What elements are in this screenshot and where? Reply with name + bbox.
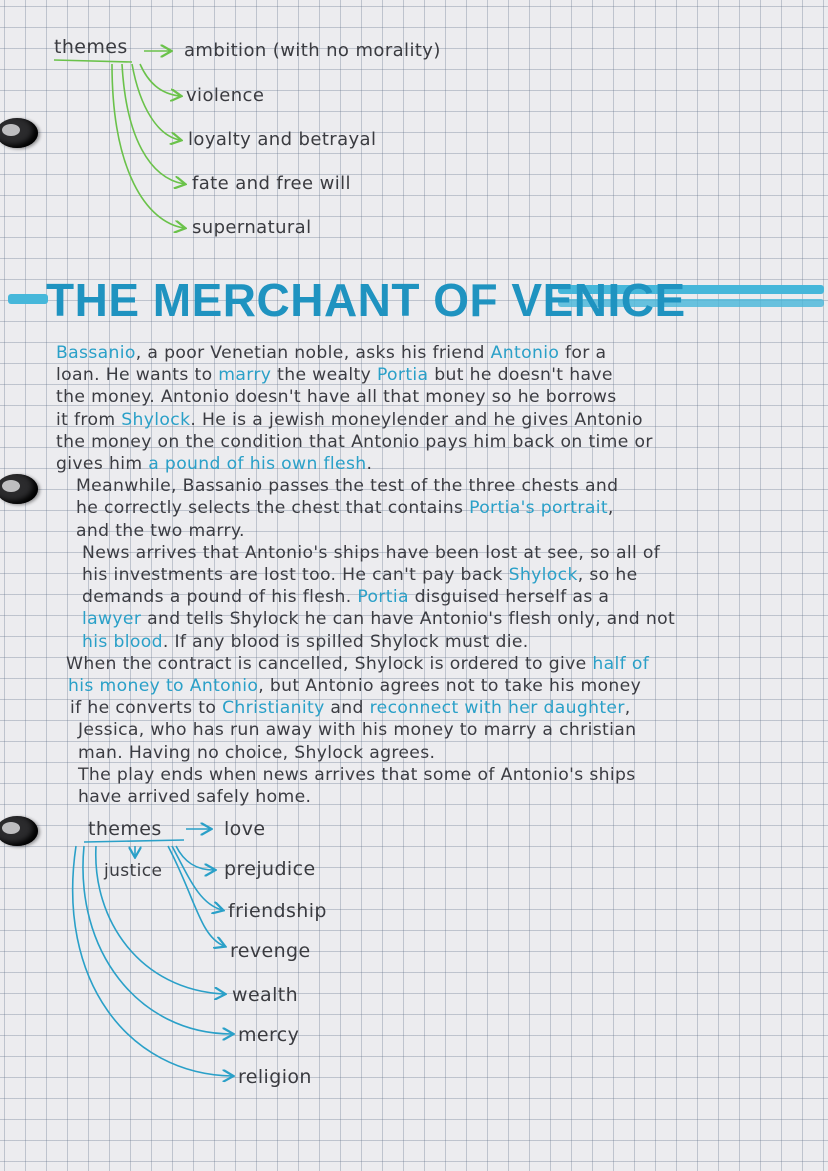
highlighted-term: marry <box>218 365 272 386</box>
summary-line <box>56 586 826 608</box>
plot-summary <box>56 342 826 808</box>
highlighted-term: reconnect with her daughter <box>369 698 625 719</box>
highlighted-term: his money to Antonio <box>68 676 259 697</box>
highlighted-term: Bassanio <box>56 343 136 363</box>
arrow <box>132 64 180 140</box>
summary-line <box>56 675 826 697</box>
highlighted-term: a pound of his own flesh <box>148 454 367 475</box>
summary-line <box>56 386 826 408</box>
summary-line <box>56 342 826 364</box>
summary-text: for a <box>559 343 607 363</box>
summary-text: , so he <box>577 565 638 586</box>
summary-line <box>56 475 826 497</box>
summary-text: if he converts to <box>70 698 223 719</box>
summary-text: he correctly selects the chest that contains <box>76 498 470 519</box>
summary-line <box>56 608 826 630</box>
summary-line <box>56 742 826 764</box>
summary-text: it from <box>56 409 122 430</box>
summary-text: News arrives that Antonio's ships have been lost at see, so all of <box>82 542 661 563</box>
highlighted-term: Portia's portrait <box>469 498 608 519</box>
page-title: THE MERCHANT OF VENICE <box>46 274 686 326</box>
summary-line <box>56 719 826 741</box>
theme-item: violence <box>186 85 265 106</box>
summary-line <box>56 409 826 431</box>
summary-text: Meanwhile, Bassanio passes the test of the three chests and <box>76 476 619 497</box>
arrow <box>176 846 214 870</box>
summary-text: but he doesn't have <box>428 365 613 386</box>
themes-root-label: themes <box>88 818 162 840</box>
arrow <box>112 64 184 228</box>
title-bar-left <box>8 294 48 304</box>
highlighted-term: Portia <box>376 365 429 386</box>
summary-text: gives him <box>56 454 149 475</box>
theme-item: loyalty and betrayal <box>188 129 377 150</box>
theme-item-love: love <box>224 818 266 840</box>
theme-item-justice: justice <box>104 861 163 881</box>
summary-text: . If any blood is spilled Shylock must die. <box>162 631 529 652</box>
summary-text: the money. Antonio doesn't have all that money so he borrows <box>56 387 617 408</box>
summary-text: loan. He wants to <box>56 365 219 386</box>
arrow <box>172 846 222 910</box>
themes-root-label: themes <box>54 36 128 58</box>
summary-line <box>56 564 826 586</box>
arrow <box>122 64 184 184</box>
theme-item: fate and free will <box>192 173 351 194</box>
theme-item: religion <box>238 1066 312 1088</box>
summary-text: man. Having no choice, Shylock agrees. <box>78 742 436 763</box>
summary-text: and the two marry. <box>76 520 245 541</box>
summary-line <box>56 453 826 475</box>
summary-text: disguised herself as a <box>408 587 610 608</box>
highlighted-term: his blood <box>82 631 163 652</box>
summary-line <box>56 786 826 808</box>
theme-item: friendship <box>228 900 327 922</box>
summary-text: . <box>366 454 373 475</box>
highlighted-term: lawyer <box>82 609 142 630</box>
summary-text: demands a pound of his flesh. <box>82 587 358 608</box>
summary-line <box>56 431 826 453</box>
green-arrows <box>54 51 184 228</box>
summary-text: , but Antonio agrees not to take his money <box>258 676 642 697</box>
arrow <box>168 846 224 946</box>
theme-item: revenge <box>230 940 311 962</box>
theme-item: prejudice <box>224 858 316 880</box>
summary-text: The play ends when news arrives that some of Antonio's ships <box>78 764 636 785</box>
theme-item: mercy <box>238 1024 300 1046</box>
summary-text: , a poor Venetian noble, asks his friend <box>135 343 491 363</box>
summary-text: Jessica, who has run away with his money to marry a christian <box>78 720 637 741</box>
summary-text: the money on the condition that Antonio pays him back on time or <box>56 431 653 452</box>
summary-text: . He is a jewish moneylender and he gives Antonio <box>190 409 643 430</box>
theme-item: supernatural <box>192 217 312 238</box>
summary-text: his investments are lost too. He can't pay back <box>82 565 509 586</box>
summary-text: and tells Shylock he can have Antonio's flesh only, and not <box>141 609 676 630</box>
summary-line <box>56 364 826 386</box>
summary-text: the wealty <box>271 365 377 386</box>
arrow <box>140 64 180 96</box>
underline <box>54 60 132 62</box>
highlighted-term: half of <box>592 653 650 674</box>
highlighted-term: Portia <box>357 587 409 608</box>
summary-line <box>56 631 826 653</box>
summary-text: When the contract is cancelled, Shylock is ordered to give <box>66 653 593 674</box>
summary-line <box>56 697 826 719</box>
highlighted-term: Shylock <box>508 565 578 586</box>
underline <box>84 840 184 842</box>
summary-line <box>56 764 826 786</box>
highlighted-term: Shylock <box>121 409 191 430</box>
summary-line <box>56 520 826 542</box>
highlighted-term: Antonio <box>490 343 560 363</box>
summary-text: , <box>607 498 614 519</box>
highlighted-term: Christianity <box>222 698 325 719</box>
theme-item: wealth <box>232 984 299 1006</box>
summary-text: , <box>624 698 631 719</box>
summary-line <box>56 542 826 564</box>
summary-text: have arrived safely home. <box>78 787 312 808</box>
theme-item: ambition (with no morality) <box>184 40 441 61</box>
summary-line <box>56 653 826 675</box>
summary-line <box>56 497 826 519</box>
summary-text: and <box>324 698 370 719</box>
